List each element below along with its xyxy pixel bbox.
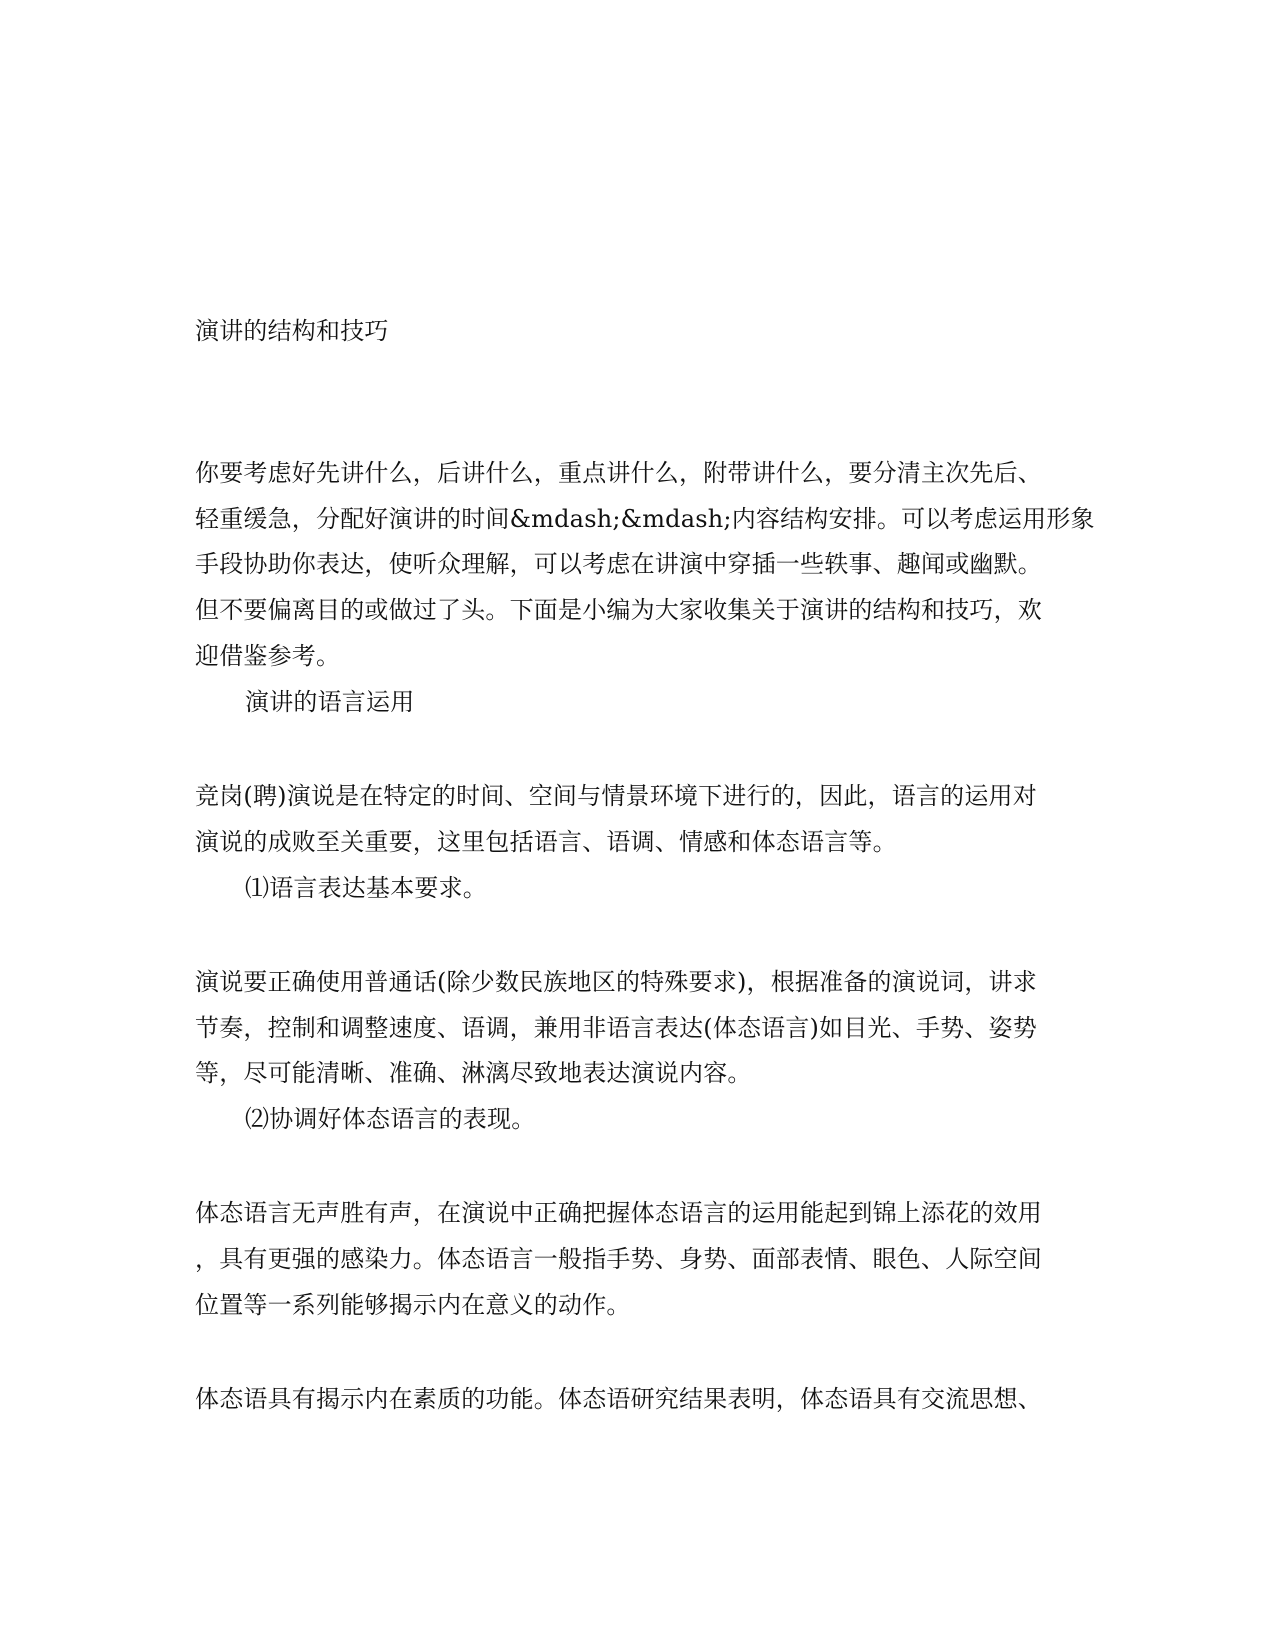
section-heading: 演讲的语言运用	[245, 688, 415, 716]
intro-line: 你要考虑好先讲什么，后讲什么，重点讲什么，附带讲什么，要分清主次先后、	[195, 459, 1042, 487]
paragraph-line: 位置等一系列能够揭示内在意义的动作。	[195, 1291, 631, 1319]
intro-line: 手段协助你表达，使听众理解，可以考虑在讲演中穿插一些轶事、趣闻或幽默。	[195, 550, 1042, 578]
intro-line: 轻重缓急，分配好演讲的时间&mdash;&mdash;内容结构安排。可以考虑运用形象	[195, 505, 1095, 533]
paragraph-line: 体态语言无声胜有声，在演说中正确把握体态语言的运用能起到锦上添花的效用	[195, 1199, 1042, 1227]
paragraph-line: 竞岗(聘)演说是在特定的时间、空间与情景环境下进行的，因此，语言的运用对	[195, 782, 1037, 810]
paragraph-line: 等，尽可能清晰、准确、淋漓尽致地表达演说内容。	[195, 1059, 752, 1087]
subheading: ⑵协调好体态语言的表现。	[245, 1105, 536, 1133]
paragraph-line: 节奏，控制和调整速度、语调，兼用非语言表达(体态语言)如目光、手势、姿势	[195, 1014, 1037, 1042]
paragraph-line: 体态语具有揭示内在素质的功能。体态语研究结果表明，体态语具有交流思想、	[195, 1385, 1042, 1413]
paragraph-line: 演说要正确使用普通话(除少数民族地区的特殊要求)，根据准备的演说词，讲求	[195, 968, 1037, 996]
paragraph-line: 演说的成败至关重要，这里包括语言、语调、情感和体态语言等。	[195, 828, 897, 856]
paragraph-line: ，具有更强的感染力。体态语言一般指手势、身势、面部表情、眼色、人际空间	[195, 1245, 1042, 1273]
intro-line: 但不要偏离目的或做过了头。下面是小编为大家收集关于演讲的结构和技巧，欢	[195, 596, 1042, 624]
subheading: ⑴语言表达基本要求。	[245, 874, 487, 902]
intro-line: 迎借鉴参考。	[195, 642, 341, 670]
document-title: 演讲的结构和技巧	[195, 317, 389, 345]
